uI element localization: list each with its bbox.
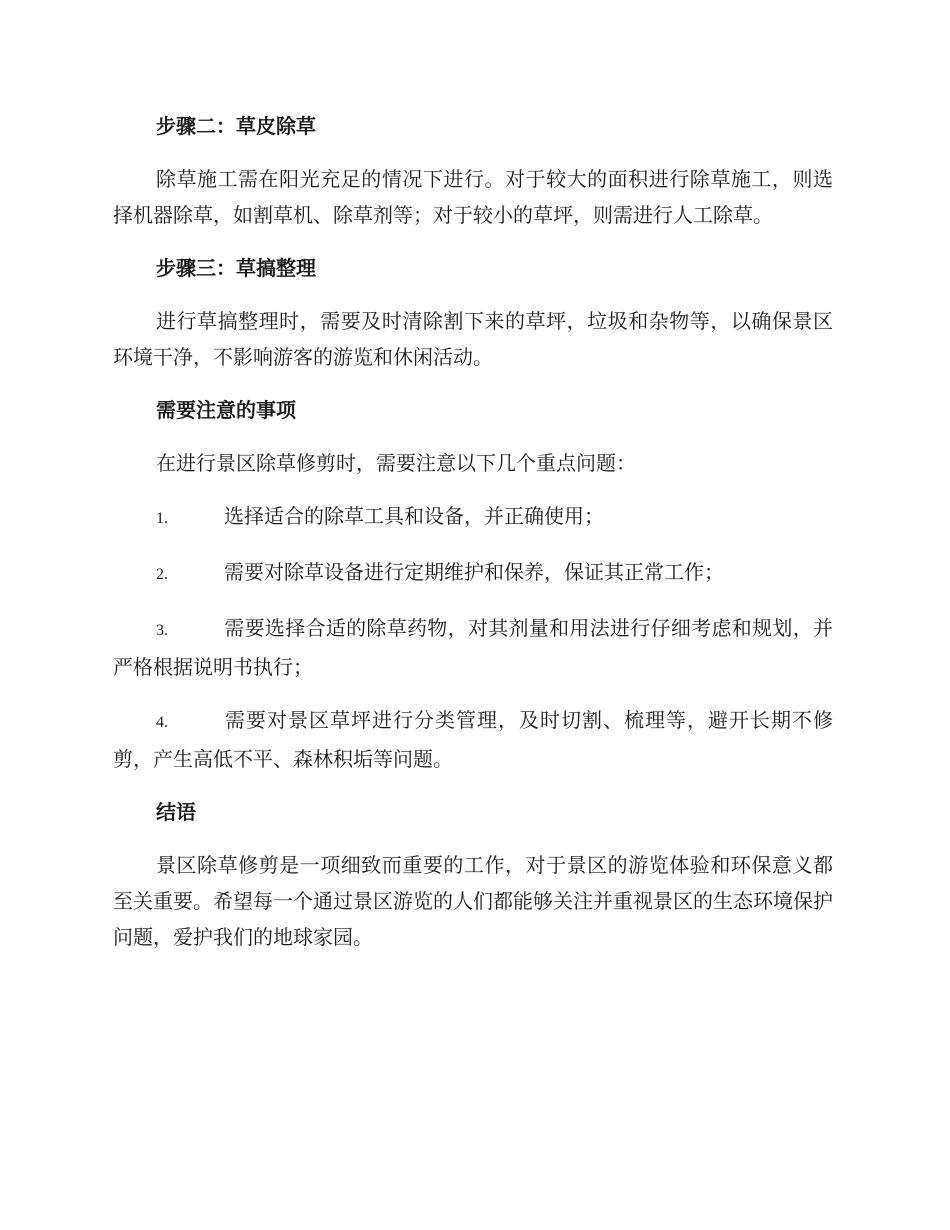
list-item-text: 需要选择合适的除草药物，对其剂量和用法进行仔细考虑和规划，并严格根据说明书执行； — [113, 616, 833, 679]
conclusion-paragraph: 景区除草修剪是一项细致而重要的工作，对于景区的游览体验和环保意义都至关重要。希望每一个通过景区游览的人们都能够关注并重视景区的生态环境保护问题，爱护我们的地球家园。 — [113, 853, 833, 949]
list-item-number: 3. — [156, 622, 168, 639]
list-item-number: 2. — [156, 566, 168, 583]
list-item-number: 4. — [156, 714, 168, 731]
section-paragraph-step3: 进行草搞整理时，需要及时清除割下来的草坪，垃圾和杂物等，以确保景区环境干净，不影响游客的游览和休闲活动。 — [113, 309, 833, 369]
section-heading-notes: 需要注意的事项 — [156, 398, 296, 422]
list-item — [113, 610, 833, 685]
list-item-text: 需要对景区草坪进行分类管理，及时切割、梳理等，避开长期不修剪，产生高低不平、森林积垢等问题。 — [113, 708, 833, 771]
list-item — [113, 498, 833, 537]
list-item — [113, 702, 833, 777]
section-paragraph-step2: 除草施工需在阳光充足的情况下进行。对于较大的面积进行除草施工，则选择机器除草，如割草机、除草剂等；对于较小的草坪，则需进行人工除草。 — [113, 167, 833, 227]
list-item — [113, 554, 833, 593]
conclusion-heading: 结语 — [156, 800, 196, 824]
section-paragraph-notes: 在进行景区除草修剪时，需要注意以下几个重点问题： — [156, 451, 636, 475]
list-item-text: 选择适合的除草工具和设备，并正确使用； — [224, 504, 604, 528]
list-item-text: 需要对除草设备进行定期维护和保养，保证其正常工作； — [224, 560, 724, 584]
document-page — [113, 108, 833, 972]
list-item-number: 1. — [156, 510, 168, 527]
section-heading-step2: 步骤二：草皮除草 — [156, 114, 316, 138]
section-heading-step3: 步骤三：草搞整理 — [156, 256, 316, 280]
